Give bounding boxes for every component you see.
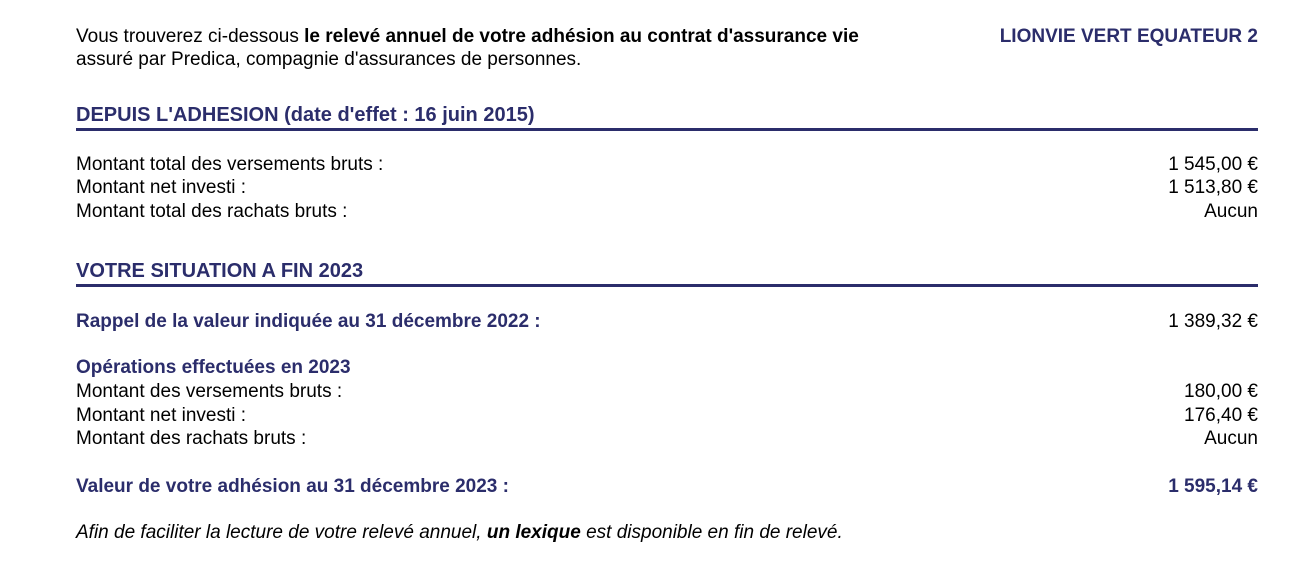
reminder-label: Rappel de la valeur indiquée au 31 décembre 2022 : [76,311,541,332]
contract-name: LIONVIE VERT EQUATEUR 2 [999,26,1258,47]
intro-line-2: assuré par Predica, compagnie d'assurances de personnes. [76,49,582,70]
reminder-row [76,310,1258,333]
operations-row-payments [76,380,1258,403]
row-label: Montant total des versements bruts : [76,154,384,175]
intro-bold-text: le relevé annuel de votre adhésion au contrat d'assurance vie [304,26,859,47]
reminder-value: 1 389,32 € [1168,311,1258,332]
final-value-amount: 1 595,14 € [1168,476,1258,497]
row-value: Aucun [1204,201,1258,222]
row-label: Montant des versements bruts : [76,381,343,402]
row-value: 180,00 € [1184,381,1258,402]
footer-prefix: Afin de faciliter la lecture de votre relevé annuel, [76,522,487,543]
since-row-net-invested [76,176,1258,199]
row-label: Montant total des rachats bruts : [76,201,348,222]
row-label: Montant net investi : [76,177,247,198]
final-value-row [76,475,1258,498]
row-value: 1 545,00 € [1168,154,1258,175]
row-value: Aucun [1204,428,1258,449]
final-value-label: Valeur de votre adhésion au 31 décembre 2023 : [76,476,509,497]
lexique-reference: un lexique [486,522,581,543]
row-label: Montant des rachats bruts : [76,428,307,449]
footer-note [76,521,843,544]
footer-suffix: est disponible en fin de relevé. [580,522,843,543]
operations-subheading: Opérations effectuées en 2023 [76,357,351,378]
operations-row-net-invested [76,404,1258,427]
row-value: 1 513,80 € [1168,177,1258,198]
intro-prefix: Vous trouverez ci-dessous [76,26,305,47]
since-row-total-withdrawals [76,200,1258,223]
since-row-total-payments [76,153,1258,176]
intro-line-1 [76,25,1258,48]
section-title-since-membership: DEPUIS L'ADHESION (date d'effet : 16 juin 2015) [76,103,1258,131]
intro-paragraph [76,25,1258,71]
section-title-situation: VOTRE SITUATION A FIN 2023 [76,259,1258,287]
row-value: 176,40 € [1184,405,1258,426]
row-label: Montant net investi : [76,405,247,426]
operations-row-withdrawals [76,427,1258,450]
